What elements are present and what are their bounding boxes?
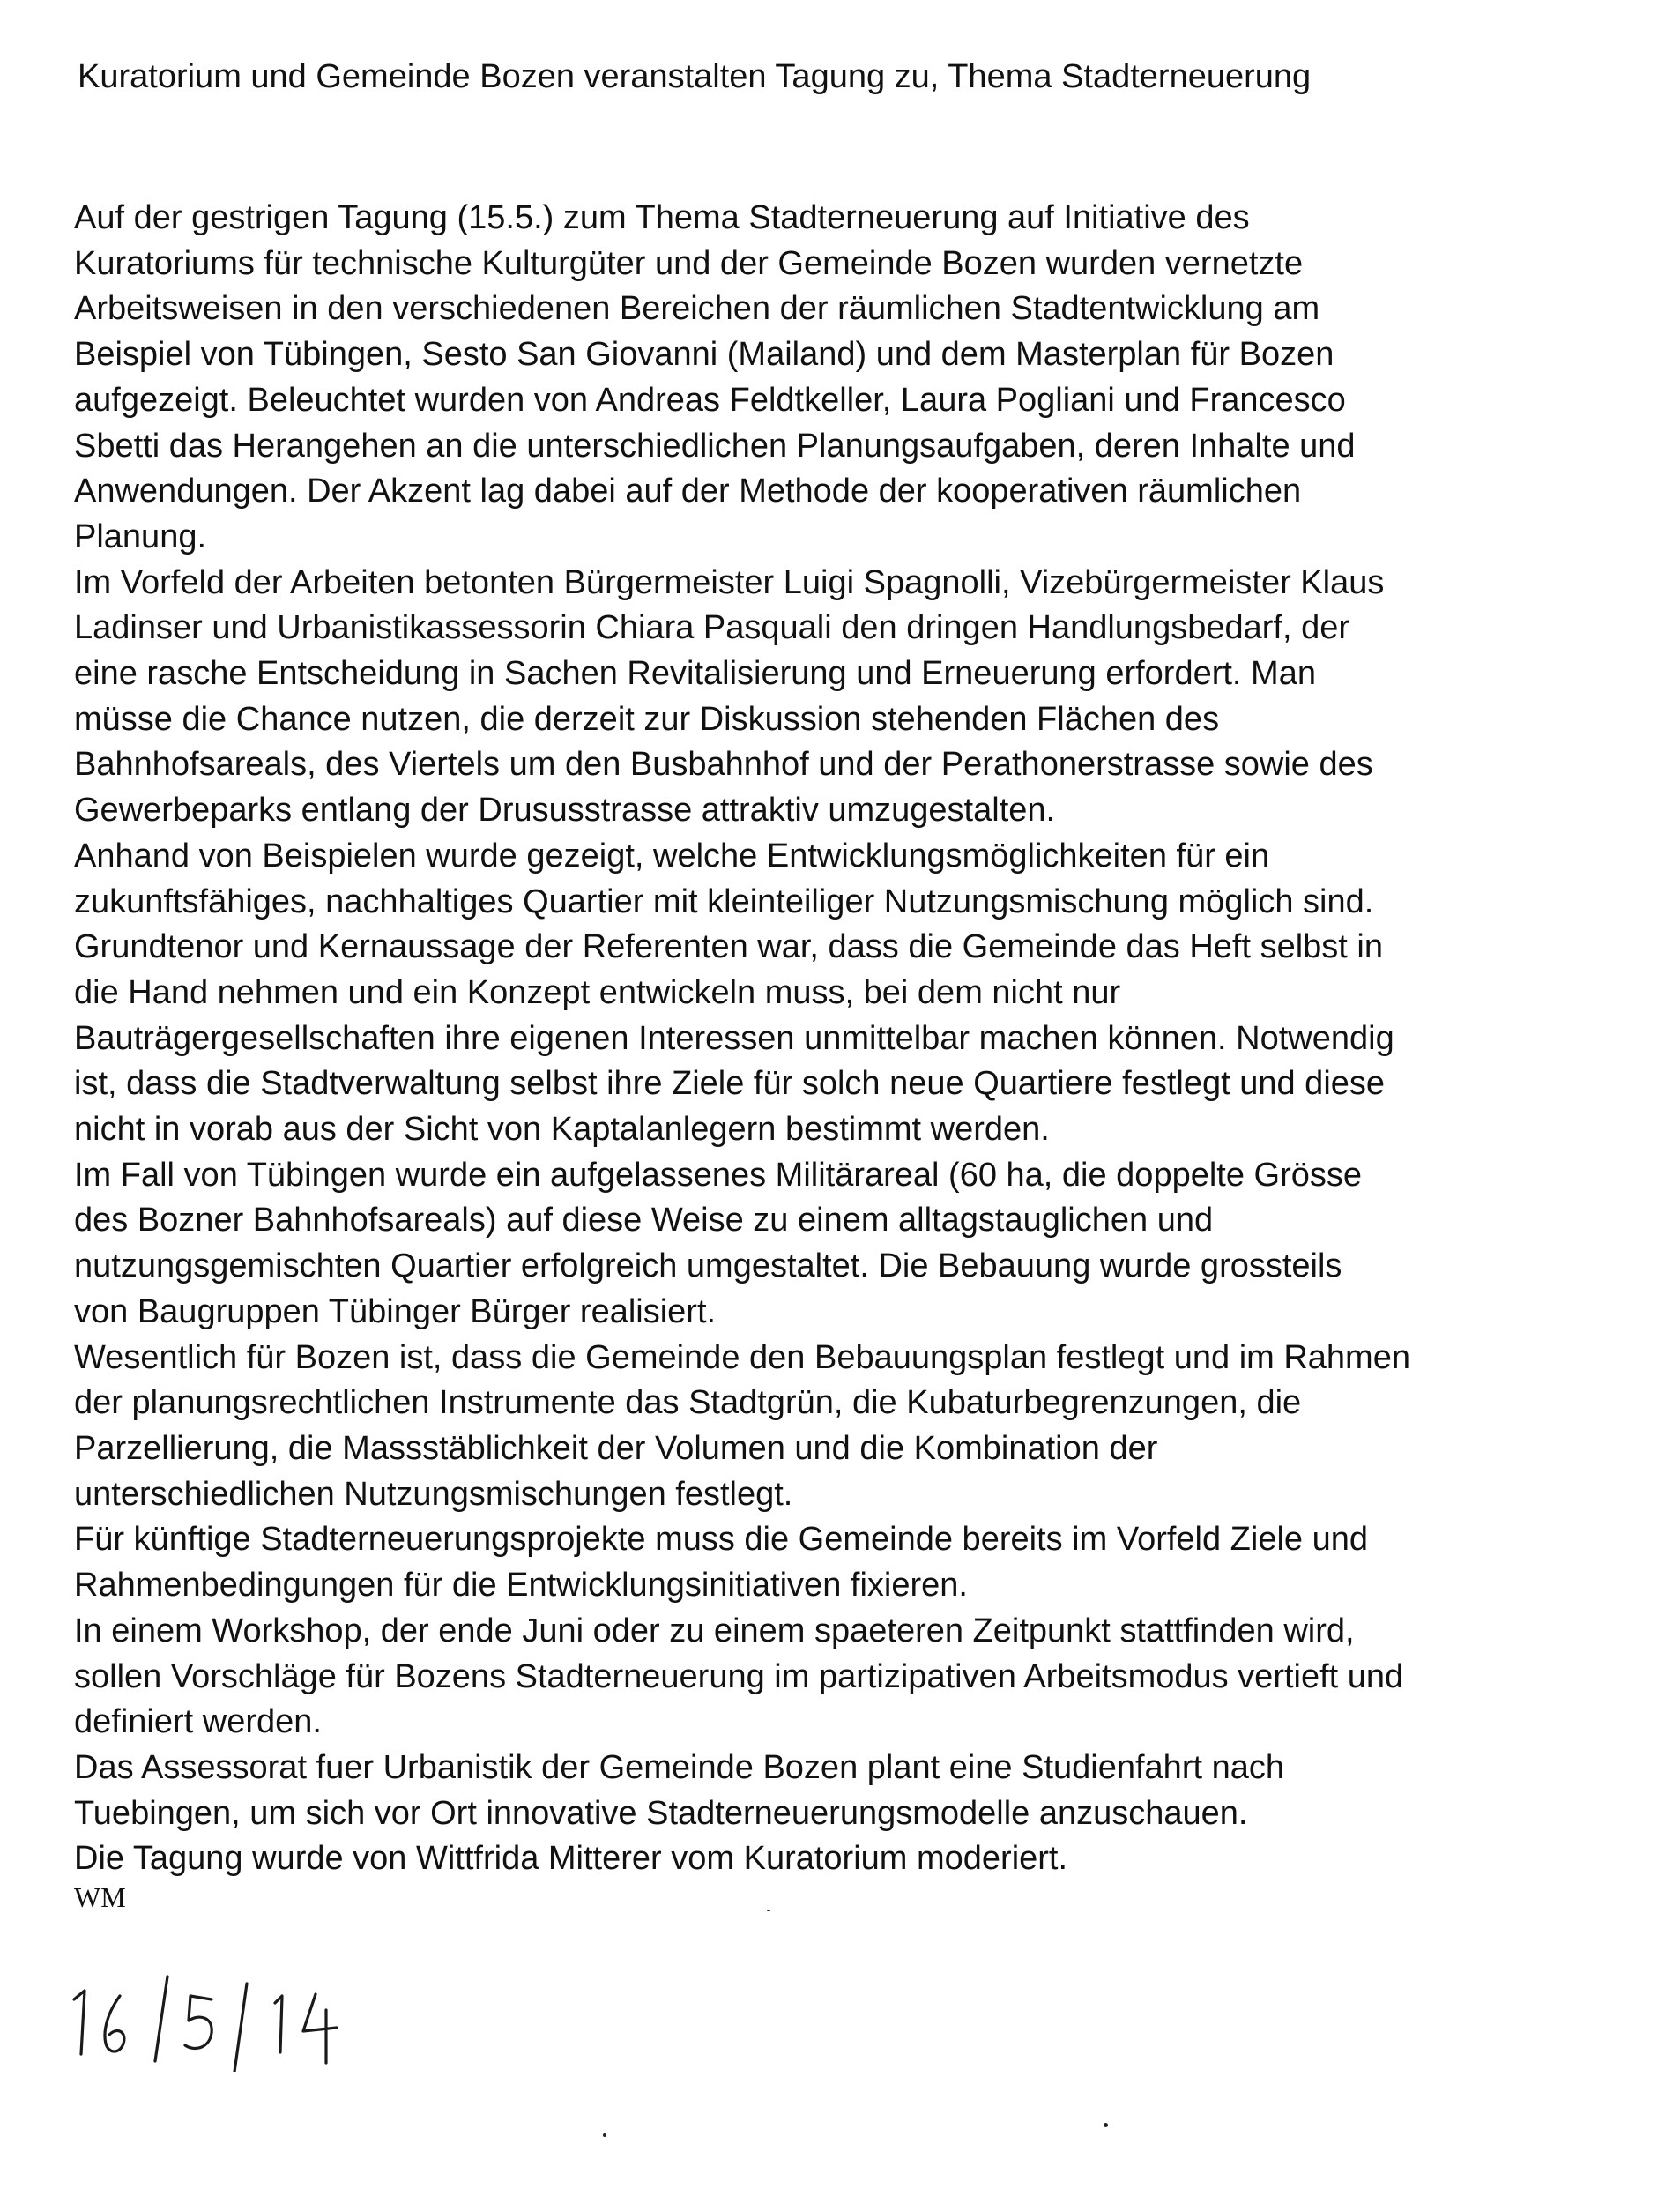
body-line: In einem Workshop, der ende Juni oder zu einem spaeteren Zeitpunkt stattfinden wird, (74, 1612, 1355, 1649)
body-line: Im Fall von Tübingen wurde ein aufgelassenes Militärareal (60 ha, die doppelte Grösse (74, 1156, 1363, 1194)
body-line: Bauträgergesellschaften ihre eigenen Interessen unmittelbar machen können. Notwendig (74, 1019, 1394, 1057)
body-line: Kuratoriums für technische Kulturgüter und der Gemeinde Bozen wurden vernetzte (74, 244, 1304, 282)
body-line: Anwendungen. Der Akzent lag dabei auf der Methode der kooperativen räumlichen (74, 473, 1302, 510)
body-line: aufgezeigt. Beleuchtet wurden von Andreas Feldtkeller, Laura Pogliani und Francesco (74, 381, 1346, 419)
body-line: des Bozner Bahnhofsareals) auf diese Weise zu einem alltagstauglichen und (74, 1202, 1214, 1240)
body-line: Die Tagung wurde von Wittfrida Mitterer vom Kuratorium moderiert. (74, 1840, 1068, 1878)
handwritten-date-signature (62, 1922, 432, 2072)
scan-speck (767, 1910, 770, 1911)
body-line: Grundtenor und Kernaussage der Referenten war, dass die Gemeinde das Heft selbst in (74, 928, 1383, 966)
body-line: nutzungsgemischten Quartier erfolgreich umgestaltet. Die Bebauung wurde grossteils (74, 1247, 1342, 1285)
body-line: Ladinser und Urbanistikassessorin Chiara Pasquali den dringen Handlungsbedarf, der (74, 609, 1349, 647)
body-line: Auf der gestrigen Tagung (15.5.) zum Thema Stadterneuerung auf Initiative des (74, 199, 1250, 236)
body-line: nicht in vorab aus der Sicht von Kaptalanlegern bestimmt werden. (74, 1111, 1050, 1149)
body-line: Anhand von Beispielen wurde gezeigt, welche Entwicklungsmöglichkeiten für ein (74, 837, 1270, 875)
body-line: müsse die Chance nutzen, die derzeit zur Diskussion stehenden Flächen des (74, 700, 1220, 738)
body-line: Parzellierung, die Massstäblichkeit der Volumen und die Kombination der (74, 1429, 1158, 1467)
body-line: eine rasche Entscheidung in Sachen Revitalisierung und Erneuerung erfordert. Man (74, 655, 1316, 693)
body-line: Für künftige Stadterneuerungsprojekte muss die Gemeinde bereits im Vorfeld Ziele und (74, 1521, 1369, 1559)
body-line: Arbeitsweisen in den verschiedenen Bereichen der räumlichen Stadtentwicklung am (74, 290, 1320, 328)
author-initials: WM (74, 1881, 126, 1913)
body-line: Das Assessorat fuer Urbanistik der Gemeinde Bozen plant eine Studienfahrt nach (74, 1748, 1284, 1786)
scan-speck (1104, 2123, 1108, 2127)
body-line: ist, dass die Stadtverwaltung selbst ihre Ziele für solch neue Quartiere festlegt und diese (74, 1065, 1386, 1103)
body-line: sollen Vorschläge für Bozens Stadterneuerung im partizipativen Arbeitsmodus vertieft und (74, 1657, 1404, 1695)
body-line: Sbetti das Herangehen an die unterschiedlichen Planungsaufgaben, deren Inhalte und (74, 427, 1356, 465)
body-line: Im Vorfeld der Arbeiten betonten Bürgermeister Luigi Spagnolli, Vizebürgermeister Klaus (74, 563, 1385, 601)
document-title: Kuratorium und Gemeinde Bozen veranstalten Tagung zu, Thema Stadterneuerung (78, 58, 1312, 95)
body-line: unterschiedlichen Nutzungsmischungen festlegt. (74, 1475, 793, 1513)
body-line: Bahnhofsareals, des Viertels um den Busbahnhof und der Perathonerstrasse sowie des (74, 746, 1373, 784)
body-line: Tuebingen, um sich vor Ort innovative Stadterneuerungsmodelle anzuschauen. (74, 1794, 1248, 1832)
body-line: Rahmenbedingungen für die Entwicklungsinitiativen fixieren. (74, 1567, 968, 1605)
body-line: von Baugruppen Tübinger Bürger realisiert. (74, 1292, 717, 1330)
body-line: zukunftsfähiges, nachhaltiges Quartier mit kleinteiliger Nutzungsmischung möglich sind. (74, 882, 1374, 920)
body-line: Planung. (74, 517, 207, 555)
body-line: die Hand nehmen und ein Konzept entwickeln muss, bei dem nicht nur (74, 973, 1121, 1011)
body-line: Gewerbeparks entlang der Drususstrasse attraktiv umzugestalten. (74, 792, 1056, 830)
article-body (74, 196, 1410, 1882)
body-line: Wesentlich für Bozen ist, dass die Gemeinde den Bebauungsplan festlegt und im Rahmen (74, 1338, 1410, 1376)
body-line: der planungsrechtlichen Instrumente das Stadtgrün, die Kubaturbegrenzungen, die (74, 1384, 1302, 1422)
scan-speck (603, 2133, 606, 2137)
body-line: definiert werden. (74, 1703, 322, 1741)
body-line: Beispiel von Tübingen, Sesto San Giovanni (Mailand) und dem Masterplan für Bozen (74, 336, 1334, 374)
